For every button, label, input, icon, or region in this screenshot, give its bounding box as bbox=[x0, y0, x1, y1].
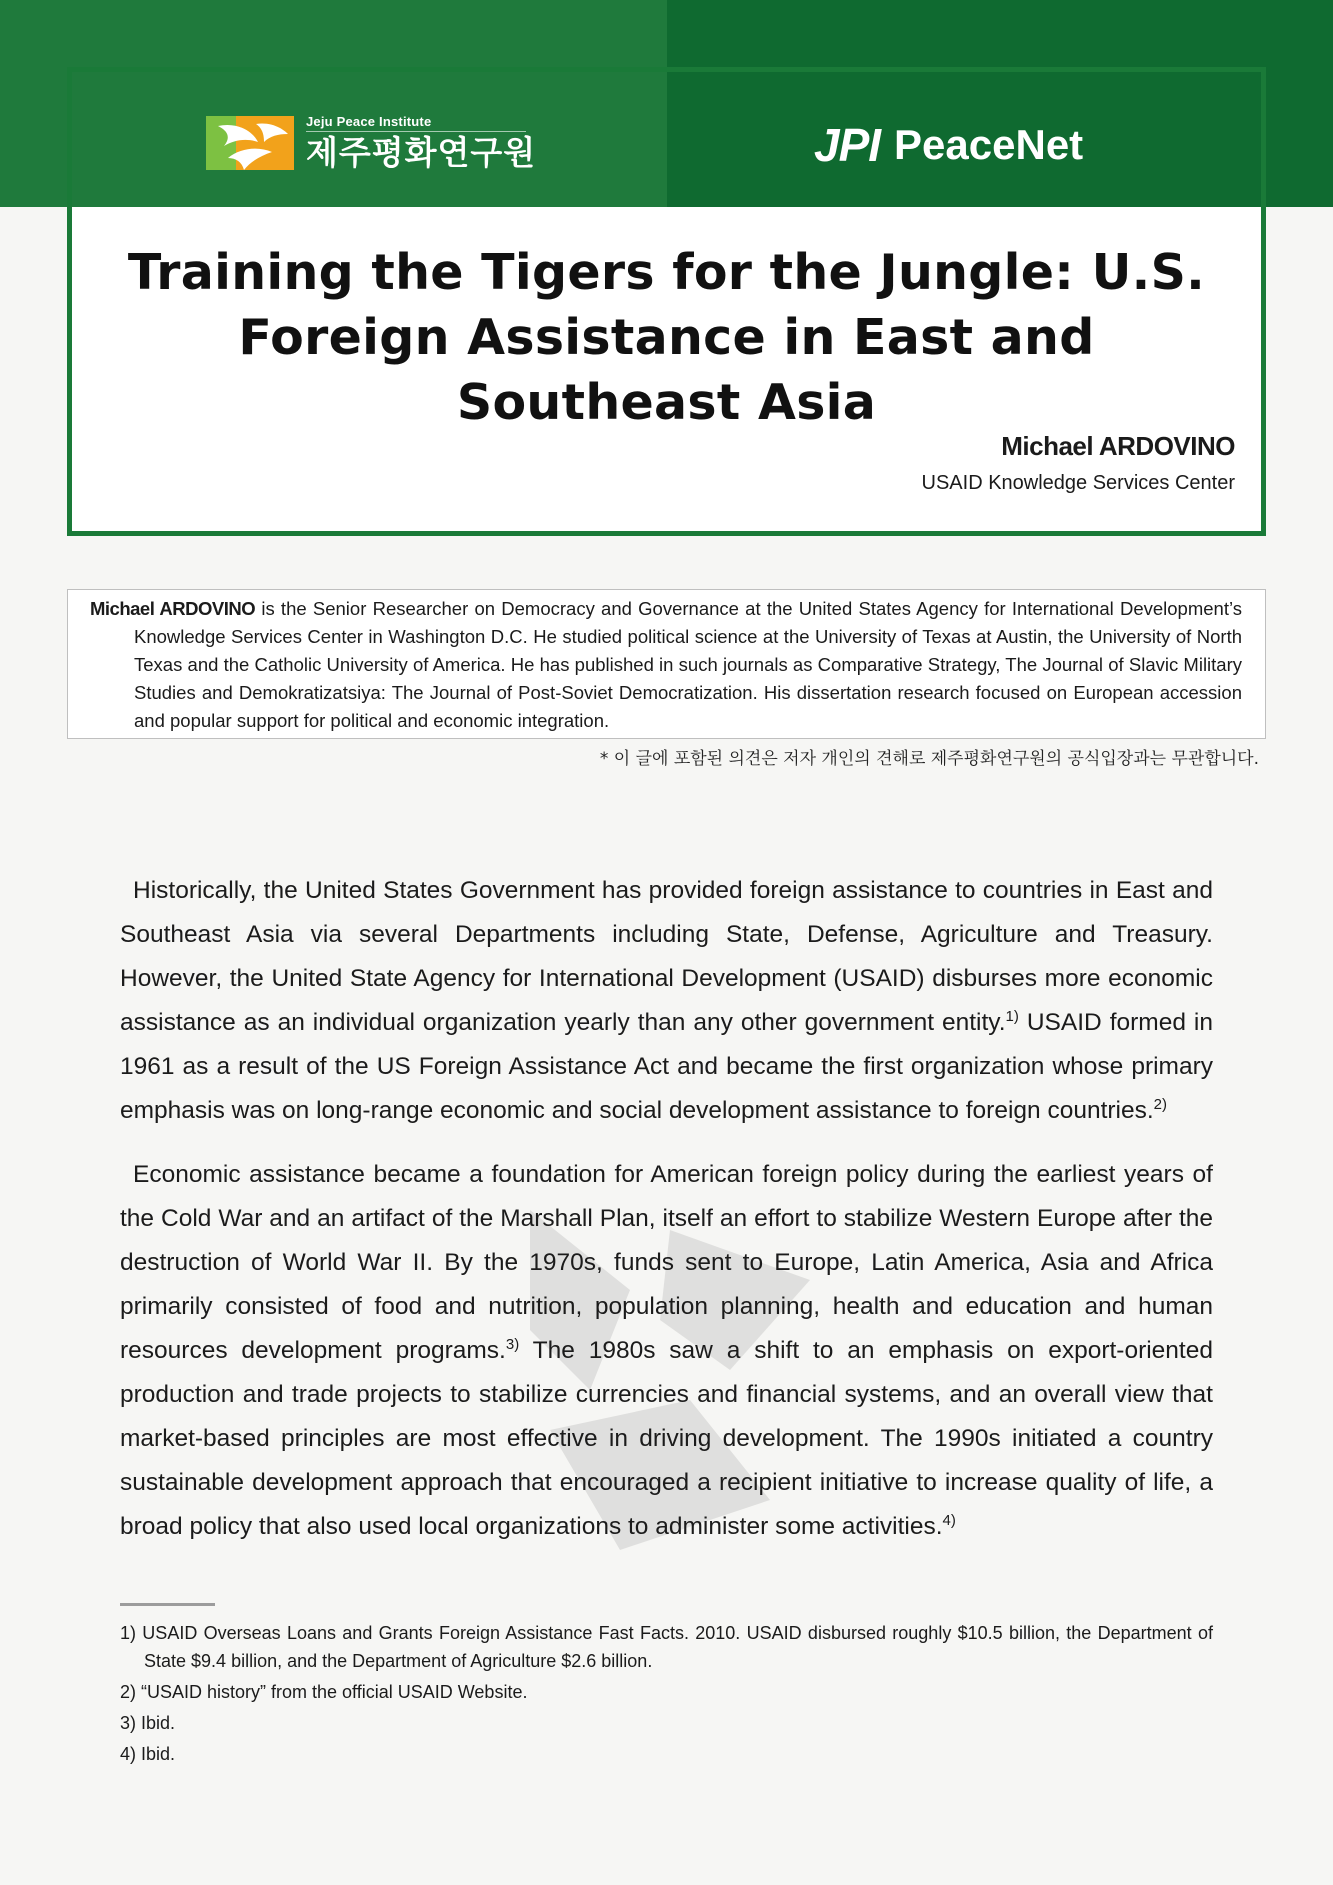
author-bio bbox=[90, 595, 1242, 735]
bio-text: is the Senior Researcher on Democracy and Governance at the United States Agency for International Development’s Knowledge Services Center in Washington D.C. He studied political science at the University of Texas at Austin, the University of North Texas and the Catholic University of America. He has published in such journals as Comparative Strategy, The Journal of Slavic Military Studies and Demokratizatsiya: The Journal of Post-Soviet Democratization. His dissertation research focused on European accession and popular support for political and economic integration. bbox=[134, 598, 1242, 731]
p2-text-b: The 1980s saw a shift to an emphasis on export-oriented production and trade projects to stabilize currencies and financial systems, and an overall view that market-based principles are most effective in driving development. The 1990s initiated a country sustainable development approach that encouraged a recipient initiative to increase quality of life, a broad policy that also used local organizations to administer some activities. bbox=[120, 1337, 1213, 1540]
dove-logo-icon bbox=[206, 112, 294, 174]
article-title: Training the Tigers for the Jungle: U.S. Foreign Assistance in East and Southeast Asia bbox=[127, 244, 1206, 431]
p2-text-a: Economic assistance became a foundation for American foreign policy during the earliest years of the Cold War and an artifact of the Marshall Plan, itself an effort to stabilize Western Europe after the destruction of World War II. By the 1970s, funds sent to Europe, Latin America, Asia and Africa primarily consisted of food and nutrition, population planning, health and education and human resources development programs. bbox=[120, 1161, 1213, 1364]
disclaimer-note: * 이 글에 포함된 의견은 저자 개인의 견해로 제주평화연구원의 공식입장과는 무관합니다. bbox=[599, 749, 1259, 769]
footnote-ref-1: 1) bbox=[1005, 1007, 1019, 1025]
peacenet-logo bbox=[814, 115, 1083, 175]
peacenet-wordmark: PeaceNet bbox=[894, 121, 1084, 168]
p1-text-b: USAID formed in 1961 as a result of the US Foreign Assistance Act and became the first organization whose primary emphasis was on long-range economic and social development assistance to foreign countries. bbox=[120, 1009, 1214, 1124]
author-affiliation: USAID Knowledge Services Center bbox=[921, 472, 1235, 494]
institute-name-korean: 제주평화연구원 bbox=[306, 133, 537, 171]
footnote-divider bbox=[120, 1603, 215, 1606]
institute-name-english: Jeju Peace Institute bbox=[306, 114, 526, 132]
footnote-4: 4) Ibid. bbox=[120, 1744, 176, 1764]
jeju-peace-institute-logo bbox=[206, 108, 536, 178]
author-name: Michael ARDOVINO bbox=[1001, 431, 1235, 461]
footnote-ref-4: 4) bbox=[942, 1511, 956, 1529]
footnote-1: 1) USAID Overseas Loans and Grants Foreign Assistance Fast Facts. 2010. USAID disbursed roughly $10.5 billion, the Department of State $9.4 billion, and the Department of Agriculture $2.6 billion. bbox=[120, 1623, 1213, 1671]
footnote-3: 3) Ibid. bbox=[120, 1713, 176, 1733]
footnote-ref-3: 3) bbox=[505, 1335, 520, 1353]
footnote-ref-2: 2) bbox=[1153, 1095, 1168, 1113]
jpi-wordmark: JPI bbox=[814, 119, 881, 171]
footnote-2: 2) “USAID history” from the official USAID Website. bbox=[120, 1682, 528, 1702]
footnotes bbox=[120, 1619, 1213, 1771]
p1-text-a: Historically, the United States Government has provided foreign assistance to countries in East and Southeast Asia via several Departments including State, Defense, Agriculture and Treasury. However, the United State Agency for International Development (USAID) disburses more economic assistance as an individual organization yearly than any other government entity. bbox=[120, 877, 1213, 1036]
body-paragraph-1 bbox=[120, 869, 1213, 1133]
bio-author-name: Michael ARDOVINO bbox=[90, 598, 256, 619]
body-paragraph-2 bbox=[120, 1153, 1213, 1549]
